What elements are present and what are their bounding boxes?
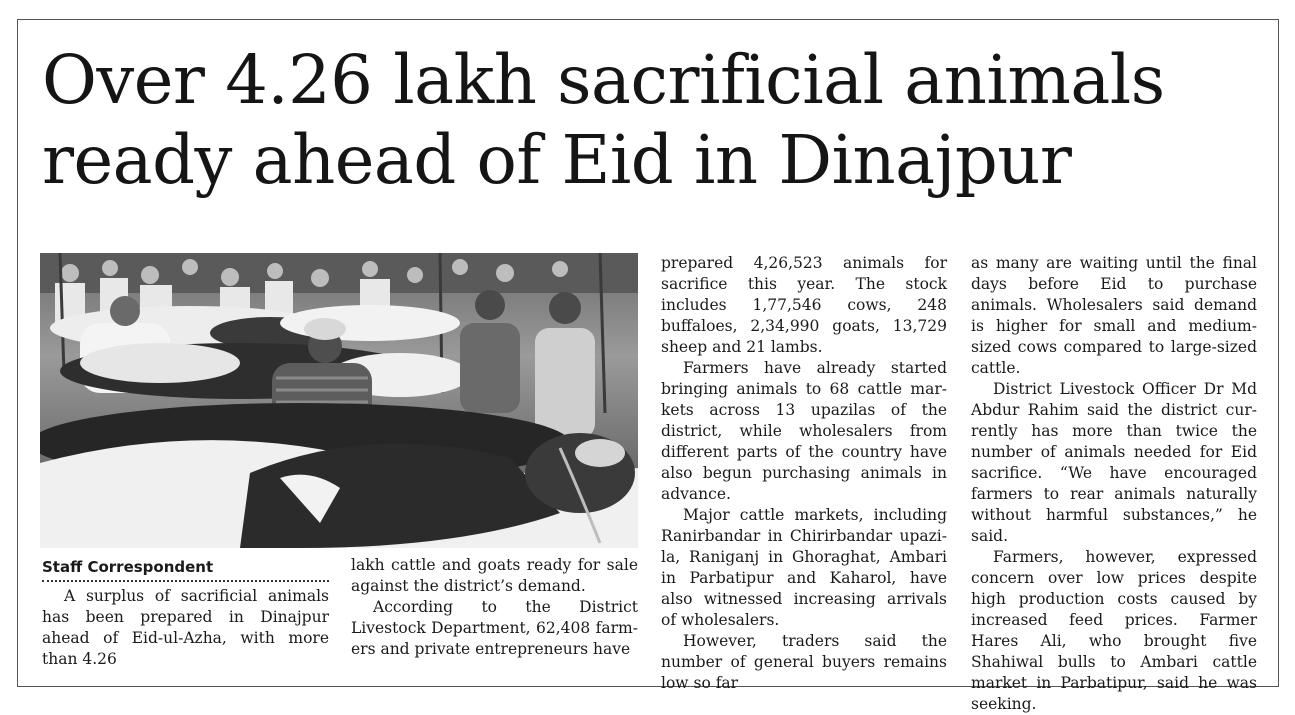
- paragraph: However, traders said the number of general buyers remains low so far: [661, 632, 947, 692]
- headline-line-1: Over 4.26 lakh sacrificial animals: [42, 41, 1165, 119]
- byline: Staff Correspondent: [42, 557, 329, 582]
- paragraph: Farmers, however, expressed concern over low prices despite high production costs caused by increased feed prices. Farmer Hares Ali, who brought five Shahiwal bulls to Ambari cattle market in Parbatipur, said he was seeking.: [971, 548, 1257, 713]
- paragraph: A surplus of sacrificial animals has been prepared in Dinajpur ahead of Eid-ul-Azha, with more than 4.26: [42, 587, 329, 668]
- article-column-4: [971, 253, 1257, 715]
- cattle-market-photo: [40, 253, 638, 548]
- article-column-2: [351, 555, 638, 660]
- headline: [42, 40, 1272, 200]
- article-column-3: [661, 253, 947, 694]
- paragraph: prepared 4,26,523 animals for sacrifice this year. The stock includes 1,77,546 cows, 248 buffaloes, 2,34,990 goats, 13,729 sheep and 21 lambs.: [661, 254, 947, 356]
- cattle-market-photo-graphic: [40, 253, 638, 548]
- paragraph: Major cattle markets, including Ranirbandar in Chirirbandar upazila, Raniganj in Ghoraghat, Ambari in Parbatipur and Kaharol, have also witnessed increasing arrivals of wholesalers.: [661, 506, 947, 629]
- paragraph: lakh cattle and goats ready for sale against the district’s demand.: [351, 556, 638, 595]
- paragraph: as many are waiting until the final days before Eid to purchase animals. Wholesalers said demand is higher for small and medium-sized cows compared to large-sized cattle.: [971, 254, 1257, 377]
- headline-line-2: ready ahead of Eid in Dinajpur: [42, 121, 1072, 199]
- paragraph: According to the District Livestock Department, 62,408 farmers and private entrepreneurs have: [351, 598, 638, 658]
- article-column-1: [42, 586, 329, 670]
- paragraph: District Livestock Officer Dr Md Abdur Rahim said the district currently has more than twice the number of animals needed for Eid sacrifice. “We have encouraged farmers to rear animals naturally without harmful substances,” he said.: [971, 380, 1257, 545]
- paragraph: Farmers have already started bringing animals to 68 cattle markets across 13 upazilas of the district, while wholesalers from different parts of the country have also begun purchasing animals in advance.: [661, 359, 947, 503]
